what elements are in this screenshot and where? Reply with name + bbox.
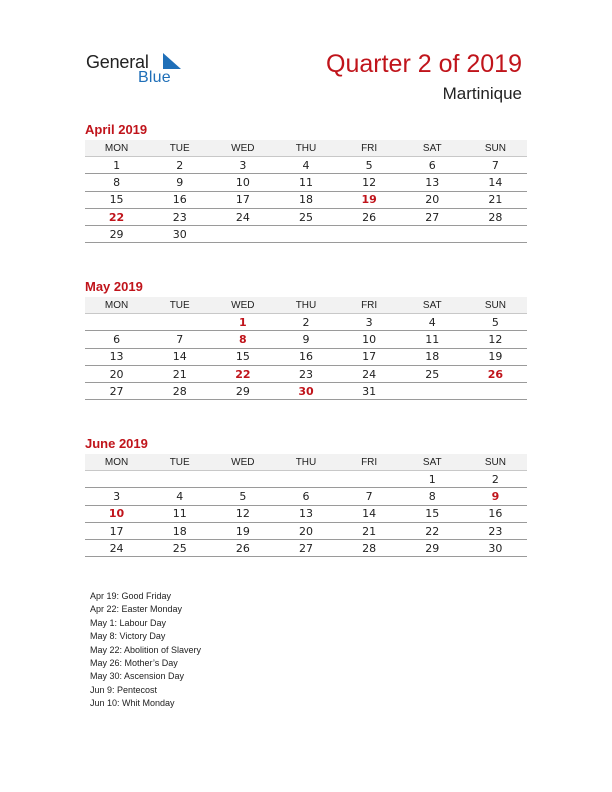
day-cell: 14 <box>338 505 401 522</box>
day-cell: 24 <box>85 540 148 557</box>
weekday-label: WED <box>211 140 274 157</box>
day-cell: 10 <box>211 174 274 191</box>
weekday-label: SAT <box>401 140 464 157</box>
day-cell: 8 <box>85 174 148 191</box>
weekday-label: FRI <box>338 297 401 314</box>
weekday-label: SUN <box>464 454 527 471</box>
day-cell: 25 <box>274 208 337 225</box>
holiday-day-cell: 19 <box>338 191 401 208</box>
day-cell: 30 <box>148 226 211 243</box>
empty-day-cell <box>211 471 274 488</box>
day-cell: 28 <box>148 383 211 400</box>
day-cell: 17 <box>85 522 148 539</box>
day-cell: 15 <box>85 191 148 208</box>
weekday-label: WED <box>211 297 274 314</box>
weekday-label: WED <box>211 454 274 471</box>
month-title: May 2019 <box>85 279 143 294</box>
weekday-label: SAT <box>401 454 464 471</box>
day-cell: 8 <box>401 488 464 505</box>
day-cell: 17 <box>211 191 274 208</box>
week-row <box>85 314 527 331</box>
holiday-list <box>90 590 201 711</box>
region-subtitle: Martinique <box>442 84 522 103</box>
holiday-item: May 22: Abolition of Slavery <box>90 644 202 655</box>
holiday-item: Apr 22: Easter Monday <box>90 604 183 615</box>
weekday-label: THU <box>274 454 337 471</box>
day-cell: 11 <box>148 505 211 522</box>
day-cell: 13 <box>85 348 148 365</box>
week-row <box>85 365 527 382</box>
day-cell: 26 <box>338 208 401 225</box>
holiday-day-cell: 26 <box>464 365 527 382</box>
day-cell: 20 <box>401 191 464 208</box>
weekday-header-row <box>85 140 527 157</box>
empty-day-cell <box>401 383 464 400</box>
day-cell: 29 <box>211 383 274 400</box>
week-row <box>85 383 527 400</box>
weekday-label: SUN <box>464 297 527 314</box>
day-cell: 13 <box>401 174 464 191</box>
empty-day-cell <box>464 383 527 400</box>
day-cell: 20 <box>274 522 337 539</box>
logo-text-general: General <box>86 52 149 72</box>
day-cell: 28 <box>338 540 401 557</box>
logo-triangle-icon <box>159 53 181 69</box>
day-cell: 15 <box>211 348 274 365</box>
day-cell: 30 <box>464 540 527 557</box>
calendar-grid <box>85 140 527 243</box>
holiday-item: May 8: Victory Day <box>90 631 166 642</box>
day-cell: 5 <box>464 314 527 331</box>
day-cell: 28 <box>464 208 527 225</box>
holiday-day-cell: 8 <box>211 331 274 348</box>
day-cell: 5 <box>338 157 401 174</box>
week-row <box>85 226 527 243</box>
weekday-label: TUE <box>148 454 211 471</box>
week-row <box>85 471 527 488</box>
month-title: April 2019 <box>85 122 148 137</box>
weekday-label: TUE <box>148 297 211 314</box>
day-cell: 22 <box>401 522 464 539</box>
week-row <box>85 348 527 365</box>
day-cell: 26 <box>211 540 274 557</box>
month-title: June 2019 <box>85 436 148 451</box>
holiday-item: May 26: Mother’s Day <box>90 657 178 668</box>
day-cell: 17 <box>338 348 401 365</box>
day-cell: 18 <box>148 522 211 539</box>
weekday-label: THU <box>274 140 337 157</box>
empty-day-cell <box>211 226 274 243</box>
day-cell: 16 <box>464 505 527 522</box>
week-row <box>85 331 527 348</box>
day-cell: 11 <box>274 174 337 191</box>
holiday-day-cell: 9 <box>464 488 527 505</box>
day-cell: 6 <box>274 488 337 505</box>
day-cell: 19 <box>211 522 274 539</box>
empty-day-cell <box>85 314 148 331</box>
day-cell: 27 <box>85 383 148 400</box>
empty-day-cell <box>464 226 527 243</box>
calendar-grid <box>85 297 527 400</box>
empty-day-cell <box>274 471 337 488</box>
weekday-header-row <box>85 297 527 314</box>
month-may <box>85 278 527 400</box>
day-cell: 12 <box>338 174 401 191</box>
day-cell: 10 <box>338 331 401 348</box>
day-cell: 14 <box>148 348 211 365</box>
day-cell: 27 <box>401 208 464 225</box>
day-cell: 16 <box>274 348 337 365</box>
day-cell: 4 <box>274 157 337 174</box>
holiday-item: Jun 9: Pentecost <box>90 684 158 695</box>
day-cell: 18 <box>274 191 337 208</box>
day-cell: 5 <box>211 488 274 505</box>
day-cell: 3 <box>85 488 148 505</box>
calendar-grid <box>85 454 527 557</box>
day-cell: 9 <box>274 331 337 348</box>
day-cell: 21 <box>464 191 527 208</box>
day-cell: 31 <box>338 383 401 400</box>
day-cell: 18 <box>401 348 464 365</box>
day-cell: 11 <box>401 331 464 348</box>
day-cell: 2 <box>148 157 211 174</box>
day-cell: 25 <box>148 540 211 557</box>
day-cell: 20 <box>85 365 148 382</box>
day-cell: 9 <box>148 174 211 191</box>
day-cell: 23 <box>274 365 337 382</box>
day-cell: 6 <box>85 331 148 348</box>
weekday-label: SAT <box>401 297 464 314</box>
holiday-day-cell: 22 <box>85 208 148 225</box>
day-cell: 12 <box>464 331 527 348</box>
day-cell: 2 <box>274 314 337 331</box>
holiday-item: Apr 19: Good Friday <box>90 591 172 601</box>
empty-day-cell <box>274 226 337 243</box>
day-cell: 1 <box>85 157 148 174</box>
day-cell: 4 <box>148 488 211 505</box>
empty-day-cell <box>85 471 148 488</box>
week-row <box>85 540 527 557</box>
weekday-label: FRI <box>338 454 401 471</box>
day-cell: 7 <box>148 331 211 348</box>
day-cell: 6 <box>401 157 464 174</box>
weekday-label: SUN <box>464 140 527 157</box>
week-row <box>85 488 527 505</box>
day-cell: 24 <box>338 365 401 382</box>
logo-text-blue: Blue <box>138 69 171 86</box>
day-cell: 7 <box>464 157 527 174</box>
weekday-label: THU <box>274 297 337 314</box>
week-row <box>85 157 527 174</box>
week-row <box>85 208 527 225</box>
day-cell: 1 <box>401 471 464 488</box>
week-row <box>85 174 527 191</box>
weekday-label: TUE <box>148 140 211 157</box>
weekday-label: MON <box>85 140 148 157</box>
day-cell: 21 <box>148 365 211 382</box>
weekday-label: MON <box>85 297 148 314</box>
day-cell: 3 <box>338 314 401 331</box>
holiday-day-cell: 30 <box>274 383 337 400</box>
holiday-day-cell: 1 <box>211 314 274 331</box>
day-cell: 3 <box>211 157 274 174</box>
day-cell: 13 <box>274 505 337 522</box>
holiday-item: Jun 10: Whit Monday <box>90 698 175 709</box>
week-row <box>85 522 527 539</box>
holiday-item: May 1: Labour Day <box>90 617 167 628</box>
week-row <box>85 191 527 208</box>
week-row <box>85 505 527 522</box>
month-june <box>85 435 527 557</box>
day-cell: 4 <box>401 314 464 331</box>
day-cell: 23 <box>148 208 211 225</box>
holiday-item: May 30: Ascension Day <box>90 671 185 682</box>
day-cell: 16 <box>148 191 211 208</box>
day-cell: 12 <box>211 505 274 522</box>
empty-day-cell <box>148 471 211 488</box>
weekday-label: MON <box>85 454 148 471</box>
day-cell: 29 <box>85 226 148 243</box>
month-april <box>85 121 527 243</box>
holiday-day-cell: 22 <box>211 365 274 382</box>
day-cell: 27 <box>274 540 337 557</box>
day-cell: 19 <box>464 348 527 365</box>
day-cell: 25 <box>401 365 464 382</box>
day-cell: 21 <box>338 522 401 539</box>
page-title: Quarter 2 of 2019 <box>326 50 522 78</box>
empty-day-cell <box>401 226 464 243</box>
day-cell: 15 <box>401 505 464 522</box>
generalblue-logo <box>86 50 196 90</box>
weekday-label: FRI <box>338 140 401 157</box>
day-cell: 24 <box>211 208 274 225</box>
day-cell: 23 <box>464 522 527 539</box>
day-cell: 2 <box>464 471 527 488</box>
holiday-day-cell: 10 <box>85 505 148 522</box>
day-cell: 7 <box>338 488 401 505</box>
weekday-header-row <box>85 454 527 471</box>
day-cell: 14 <box>464 174 527 191</box>
day-cell: 29 <box>401 540 464 557</box>
empty-day-cell <box>338 471 401 488</box>
empty-day-cell <box>148 314 211 331</box>
empty-day-cell <box>338 226 401 243</box>
